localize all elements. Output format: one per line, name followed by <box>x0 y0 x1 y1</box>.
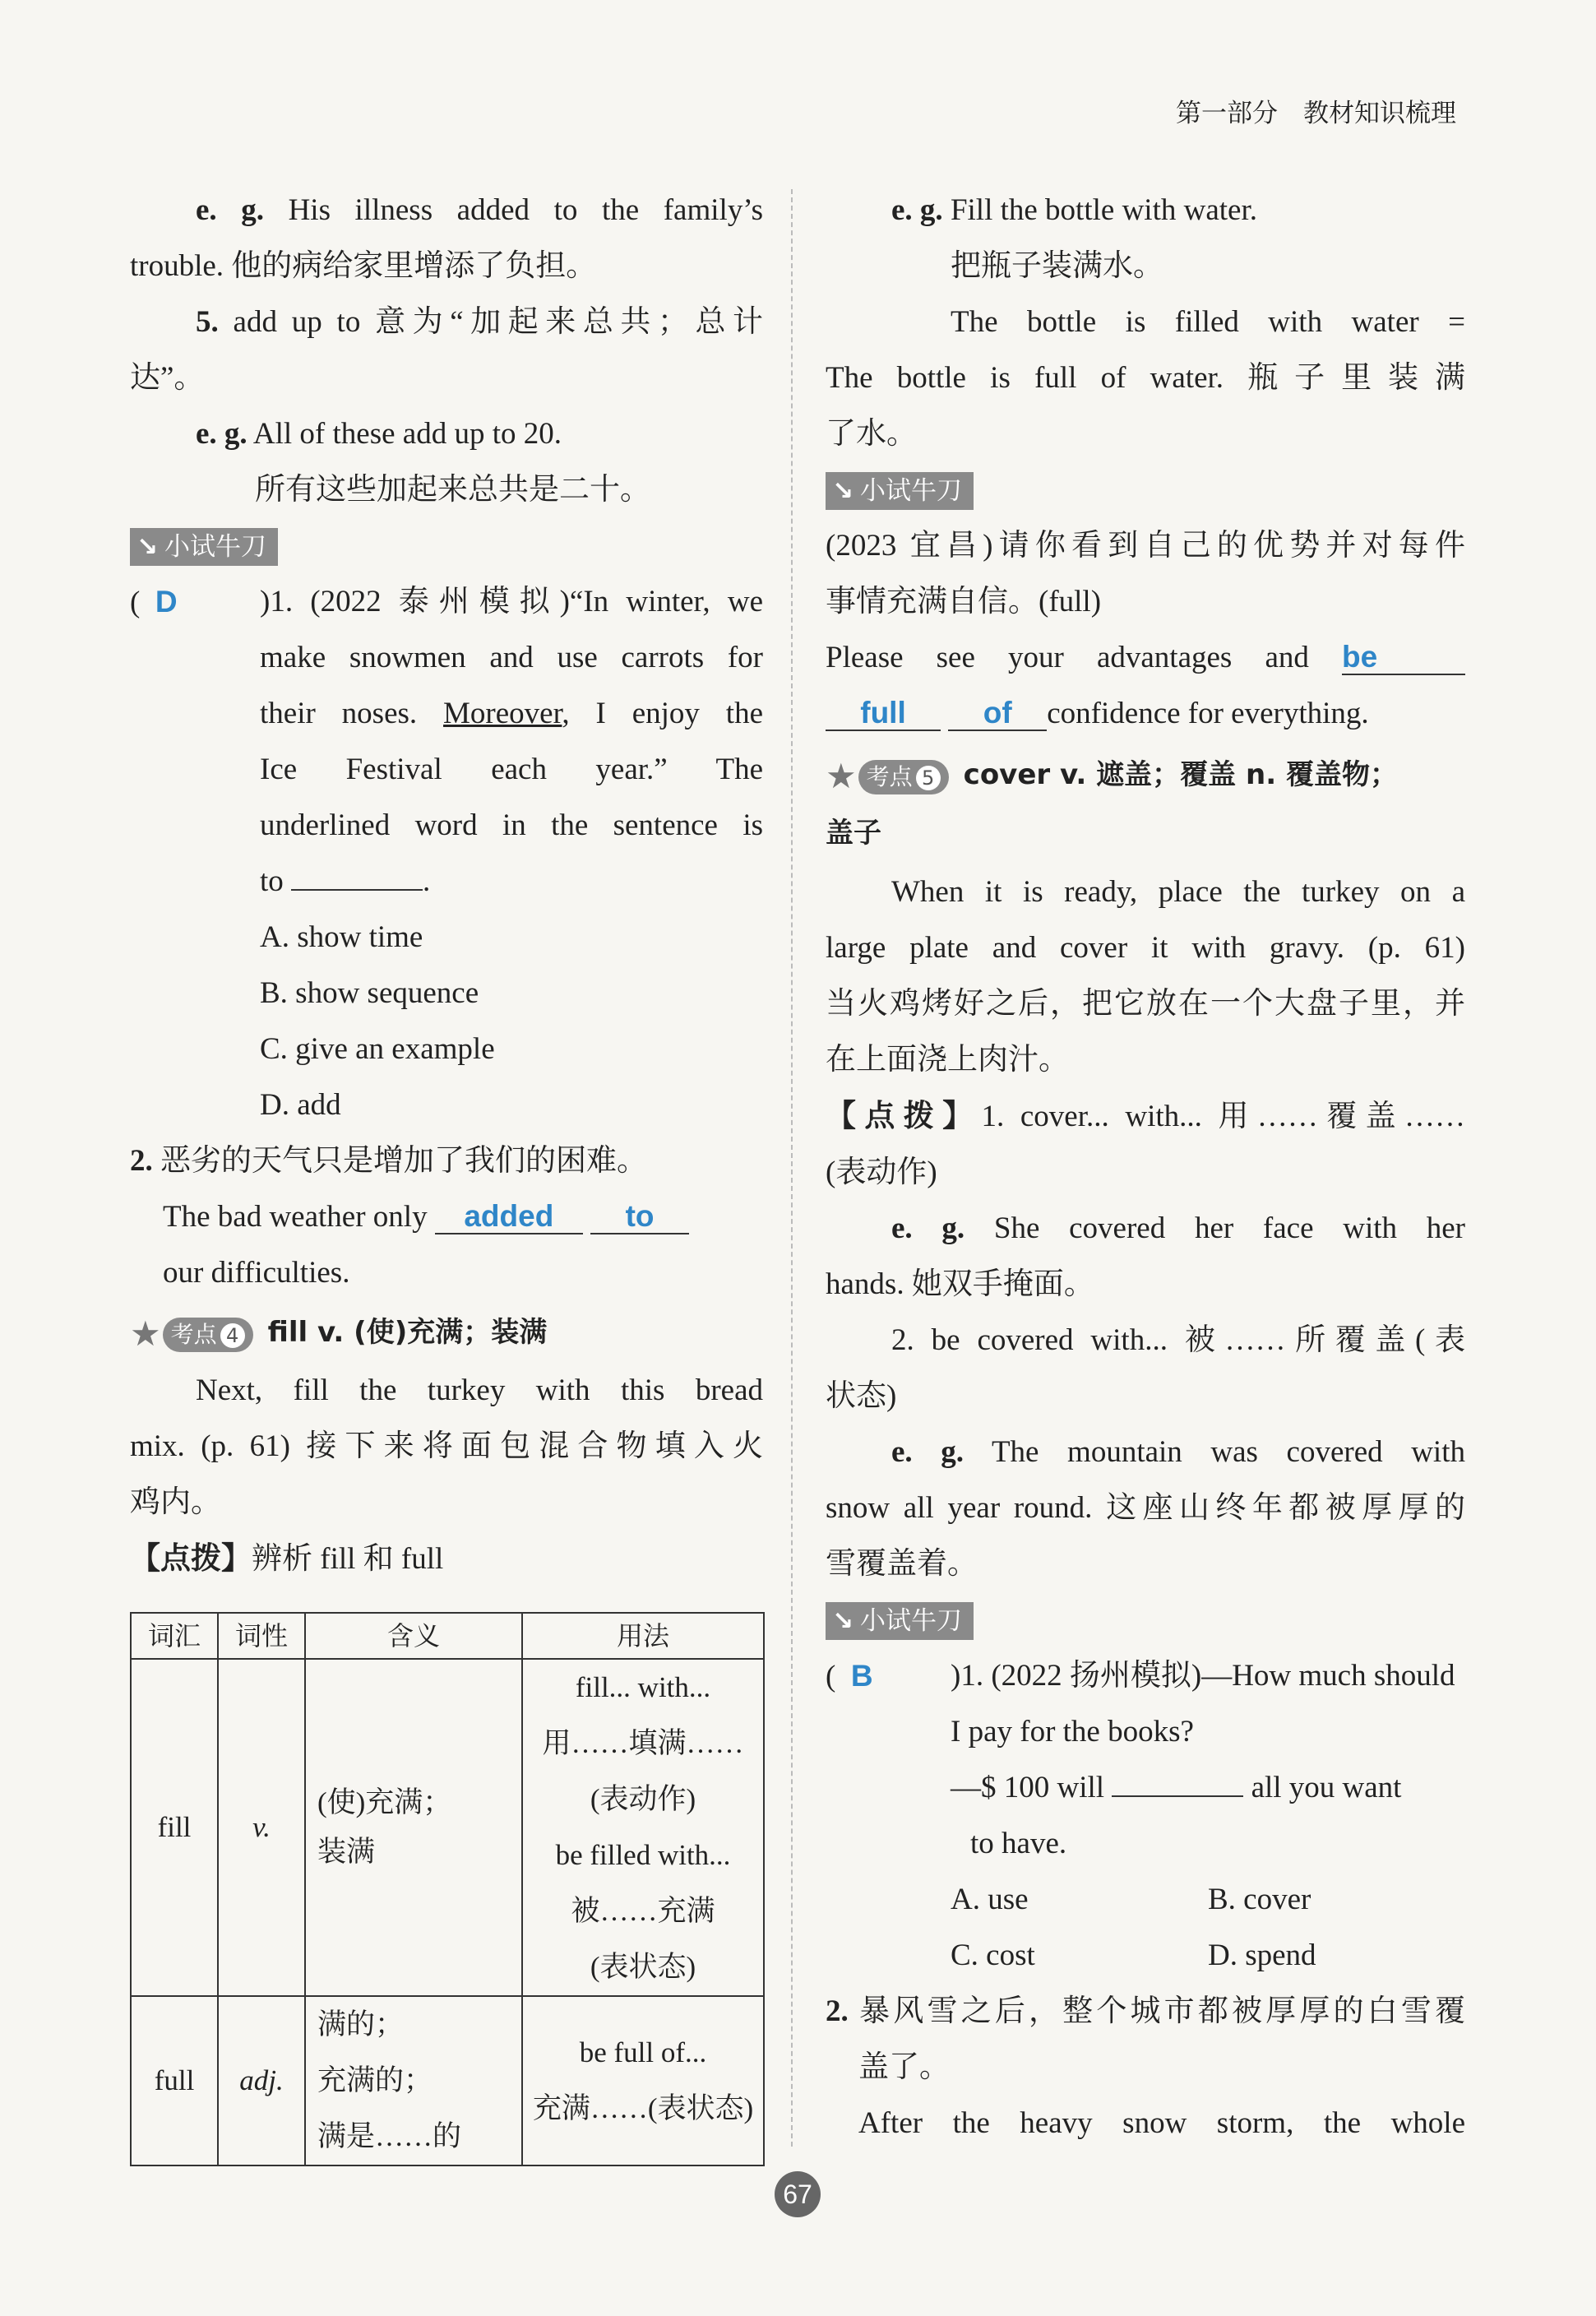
option-d: D. spend <box>1208 1938 1316 1972</box>
key-point-badge: ★ 考点 5 <box>826 749 949 805</box>
key-point-title-cont: 盖子 <box>826 816 881 850</box>
example-sentence: e. g. Fill the bottle with water. <box>891 193 1257 227</box>
options-row <box>826 1928 1465 1984</box>
page-number: 67 <box>775 2171 821 2217</box>
answer-blank-added: added <box>435 1200 583 1234</box>
tip-2-cont: 状态) <box>826 1378 897 1413</box>
example-sentence: When it is ready, place the turkey on a <box>891 874 1465 909</box>
tip: 【点拨】1. cover... with... 用……覆盖…… <box>826 1097 1466 1133</box>
table-cell: adj. <box>218 1996 305 2165</box>
option-d: D. add <box>260 1088 341 1122</box>
tip-2: 2. be covered with... 被……所覆盖(表 <box>891 1322 1465 1357</box>
key-point-4: ★ 考点 4 fill v. (使)充满；装满 <box>130 1304 763 1363</box>
answer-blank-full: full <box>826 697 941 731</box>
answer-blank-be: be <box>1342 641 1465 675</box>
question-2: 2. 暴风雪之后，整个城市都被厚厚的白雪覆 <box>826 1994 1466 2028</box>
example-sentence-cont: large plate and cover it with gravy. (p. 61) <box>826 930 1465 965</box>
example-sentence: e. g. The mountain was covered with <box>891 1434 1465 1469</box>
practice-tag: ↘ 小试牛刀 <box>826 1602 974 1640</box>
example-sentence-cont: The bottle is full of water. 瓶子里装满 <box>826 361 1465 395</box>
key-point-badge: ★ 考点 4 <box>130 1307 253 1363</box>
option-c: C. cost <box>951 1938 1035 1972</box>
example-sentence-cont: 雪覆盖着。 <box>826 1546 978 1581</box>
example-translation: 当火鸡烤好之后，把它放在一个大盘子里，并 <box>826 986 1465 1021</box>
option-a: A. use <box>951 1882 1029 1916</box>
answer-blank <box>291 889 423 891</box>
page-header: 第一部分 教材知识梳理 <box>1176 99 1456 128</box>
example-sentence: e. g. She covered her face with her <box>891 1211 1465 1245</box>
example-sentence-cont: snow all year round. 这座山终年都被厚厚的 <box>826 1490 1465 1525</box>
question-2-cont: 盖了。 <box>858 2050 950 2084</box>
example-sentence: e. g. His illness added to the family’s <box>196 193 763 227</box>
answer-blank <box>1112 1795 1243 1797</box>
practice-tag: ↘ 小试牛刀 <box>130 528 278 566</box>
table-row <box>131 1659 764 1996</box>
answer-letter: D <box>155 585 178 618</box>
example-sentence: The bottle is filled with water = <box>951 305 1465 339</box>
table-cell: v. <box>218 1659 305 1996</box>
answer-bracket: ( D <box>130 585 178 619</box>
table-cell: (使)充满； 装满 <box>305 1659 522 1996</box>
example-sentence-cont: hands. 她双手掩面。 <box>826 1267 1094 1301</box>
tip-cont: (表动作) <box>826 1155 937 1189</box>
table-header: 含义 <box>305 1613 522 1659</box>
question-1: ( D )1. (2022 泰州模拟)“In winter, we make snowmen and use carrots for their noses. Moreover, I enjoy the Ice Festival each year.” The underlined word in the sentence is to . <box>130 574 763 910</box>
fill-full-table <box>130 1612 765 2166</box>
question-1: ( B )1. (2022 扬州模拟)—How much should I pay for the books? —$ 100 will all you want to have. <box>826 1648 1465 1872</box>
example-translation: 把瓶子装满水。 <box>951 249 1163 283</box>
question-2: 2. 恶劣的天气只是增加了我们的困难。 <box>130 1144 647 1178</box>
answer-blank-of: of <box>948 697 1047 731</box>
example-sentence: Next, fill the turkey with this bread <box>196 1373 763 1407</box>
underlined-word: Moreover <box>443 697 562 730</box>
table-cell: fill <box>131 1659 218 1996</box>
practice-tag: ↘ 小试牛刀 <box>826 472 974 510</box>
option-a: A. show time <box>260 920 423 954</box>
answer-letter: B <box>850 1658 873 1693</box>
example-translation-cont: 在上面浇上肉汁。 <box>826 1042 1069 1077</box>
table-cell: fill... with... 用……填满…… (表动作) be filled with... 被……充满 (表状态) <box>522 1659 764 1996</box>
practice-question-english-cont: full of confidence for everything. <box>826 686 1465 742</box>
point-5: 5. add up to 意为“加起来总共；总计 <box>196 305 764 339</box>
table-header: 用法 <box>522 1613 764 1659</box>
star-icon: ★ <box>826 757 857 796</box>
example-sentence: e. g. All of these add up to 20. <box>196 417 562 451</box>
option-c: C. give an example <box>260 1032 495 1066</box>
answer-bracket: ( B <box>826 1658 873 1693</box>
arrow-icon: ↘ <box>832 1605 854 1636</box>
answer-blank-to: to <box>590 1200 689 1234</box>
options-row <box>826 1872 1465 1928</box>
table-cell: be full of... 充满……(表状态) <box>522 1996 764 2165</box>
table-header: 词性 <box>218 1613 305 1659</box>
question-2-english-cont: our difficulties. <box>163 1256 350 1290</box>
star-icon: ★ <box>130 1315 161 1354</box>
left-column <box>130 183 763 1587</box>
table-cell: 满的； 充满的； 满是……的 <box>305 1996 522 2165</box>
point-5-cont: 达”。 <box>130 361 205 395</box>
example-sentence-cont: 了水。 <box>826 417 917 451</box>
option-b: B. show sequence <box>260 976 479 1010</box>
option-b: B. cover <box>1208 1882 1311 1916</box>
question-2-english: After the heavy snow storm, the whole <box>858 2105 1465 2140</box>
right-column <box>826 183 1465 2152</box>
table-header: 词汇 <box>131 1613 218 1659</box>
example-sentence-cont: mix. (p. 61) 接下来将面包混合物填入火 <box>130 1429 763 1463</box>
example-translation: trouble. 他的病给家里增添了负担。 <box>130 249 597 283</box>
table-cell: full <box>131 1996 218 2165</box>
example-sentence-cont: 鸡内。 <box>130 1485 221 1519</box>
key-point-5: ★ 考点 5 cover v. 遮盖；覆盖 n. 覆盖物； <box>826 747 1465 805</box>
question-2-english: The bad weather only added to <box>130 1189 763 1245</box>
table-row <box>131 1996 764 2165</box>
practice-question-english: Please see your advantages and be <box>826 630 1465 686</box>
table-header-row <box>131 1613 764 1659</box>
practice-question: (2023 宜昌)请你看到自己的优势并对每件 <box>826 529 1465 563</box>
arrow-icon: ↘ <box>136 532 158 562</box>
practice-question-cont: 事情充满自信。(full) <box>826 585 1102 618</box>
column-divider <box>791 189 793 2147</box>
arrow-icon: ↘ <box>832 476 854 506</box>
example-translation: 所有这些加起来总共是二十。 <box>255 473 650 507</box>
tip: 【点拨】辨析 fill 和 full <box>130 1540 444 1576</box>
